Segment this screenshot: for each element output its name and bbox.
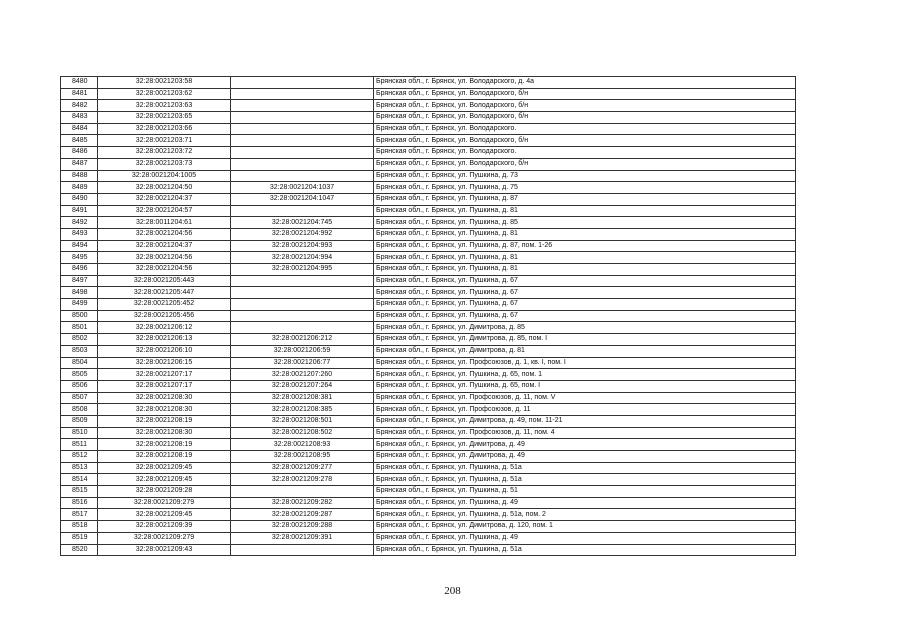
row-number-cell: 8480 [61,77,98,89]
address-cell: Брянская обл., г. Брянск, ул. Пушкина, д. 51 [374,486,796,498]
row-number-cell: 8498 [61,287,98,299]
row-number-cell: 8483 [61,112,98,124]
cadastral-number-cell: 32:28:0021205:447 [98,287,231,299]
building-number-cell [231,88,374,100]
table-row [61,474,796,486]
building-number-cell: 32:28:0021209:391 [231,532,374,544]
cadastral-number-cell: 32:28:0021204:37 [98,193,231,205]
table-row [61,100,796,112]
building-number-cell [231,275,374,287]
building-number-cell: 32:28:0021208:93 [231,439,374,451]
cadastral-number-cell: 32:28:0021205:443 [98,275,231,287]
row-number-cell: 8485 [61,135,98,147]
cadastral-number-cell: 32:28:0021208:30 [98,392,231,404]
cadastral-number-cell: 32:28:0021203:58 [98,77,231,89]
cadastral-number-cell: 32:28:0021204:50 [98,182,231,194]
address-cell: Брянская обл., г. Брянск, ул. Пушкина, д. 51а [374,462,796,474]
address-cell: Брянская обл., г. Брянск, ул. Димитрова, д. 85 [374,322,796,334]
table-row [61,264,796,276]
row-number-cell: 8484 [61,123,98,135]
address-cell: Брянская обл., г. Брянск, ул. Пушкина, д. 49 [374,532,796,544]
cadastral-number-cell: 32:28:0021208:30 [98,427,231,439]
row-number-cell: 8488 [61,170,98,182]
building-number-cell: 32:28:0021209:278 [231,474,374,486]
building-number-cell: 32:28:0021206:212 [231,334,374,346]
row-number-cell: 8506 [61,380,98,392]
table-row [61,404,796,416]
building-number-cell: 32:28:0021204:995 [231,264,374,276]
table-row [61,369,796,381]
table-row [61,123,796,135]
row-number-cell: 8508 [61,404,98,416]
cadastral-number-cell: 32:28:0021203:71 [98,135,231,147]
address-cell: Брянская обл., г. Брянск, ул. Димитрова, д. 120, пом. 1 [374,521,796,533]
page-number: 208 [444,585,461,597]
address-cell: Брянская обл., г. Брянск, ул. Володарского, б/н [374,112,796,124]
row-number-cell: 8502 [61,334,98,346]
registry-table-body [61,77,796,556]
address-cell: Брянская обл., г. Брянск, ул. Пушкина, д. 67 [374,287,796,299]
table-row [61,462,796,474]
table-row [61,158,796,170]
registry-table [60,76,796,556]
table-row [61,275,796,287]
cadastral-number-cell: 32:28:0021208:19 [98,415,231,427]
address-cell: Брянская обл., г. Брянск, ул. Димитрова, д. 81 [374,345,796,357]
table-row [61,182,796,194]
address-cell: Брянская обл., г. Брянск, ул. Профсоюзов, д. 11 [374,404,796,416]
table-row [61,427,796,439]
cadastral-number-cell: 32:28:0021209:279 [98,497,231,509]
building-number-cell: 32:28:0021206:59 [231,345,374,357]
building-number-cell: 32:28:0021204:1037 [231,182,374,194]
cadastral-number-cell: 32:28:0021204:56 [98,228,231,240]
address-cell: Брянская обл., г. Брянск, ул. Пушкина, д. 67 [374,310,796,322]
table-row [61,486,796,498]
table-row [61,509,796,521]
building-number-cell: 32:28:0021209:288 [231,521,374,533]
table-row [61,532,796,544]
building-number-cell [231,486,374,498]
table-row [61,88,796,100]
table-row [61,252,796,264]
row-number-cell: 8514 [61,474,98,486]
building-number-cell: 32:28:0021204:992 [231,228,374,240]
building-number-cell: 32:28:0021204:993 [231,240,374,252]
cadastral-number-cell: 32:28:0021209:28 [98,486,231,498]
cadastral-number-cell: 32:28:0021207:17 [98,369,231,381]
row-number-cell: 8519 [61,532,98,544]
building-number-cell [231,322,374,334]
building-number-cell: 32:28:0021209:287 [231,509,374,521]
building-number-cell [231,205,374,217]
table-row [61,357,796,369]
table-row [61,415,796,427]
row-number-cell: 8482 [61,100,98,112]
row-number-cell: 8511 [61,439,98,451]
row-number-cell: 8512 [61,451,98,463]
address-cell: Брянская обл., г. Брянск, ул. Димитрова, д. 49, пом. 11-21 [374,415,796,427]
cadastral-number-cell: 32:28:0021209:43 [98,544,231,556]
table-row [61,147,796,159]
row-number-cell: 8491 [61,205,98,217]
row-number-cell: 8517 [61,509,98,521]
row-number-cell: 8515 [61,486,98,498]
row-number-cell: 8500 [61,310,98,322]
address-cell: Брянская обл., г. Брянск, ул. Димитрова, д. 85, пом. I [374,334,796,346]
building-number-cell [231,299,374,311]
row-number-cell: 8513 [61,462,98,474]
cadastral-number-cell: 32:28:0021203:63 [98,100,231,112]
row-number-cell: 8510 [61,427,98,439]
cadastral-number-cell: 32:28:0021208:19 [98,439,231,451]
table-row [61,310,796,322]
address-cell: Брянская обл., г. Брянск, ул. Володарского, д. 4а [374,77,796,89]
address-cell: Брянская обл., г. Брянск, ул. Пушкина, д. 87, пом. 1-26 [374,240,796,252]
building-number-cell: 32:28:0021207:260 [231,369,374,381]
table-row [61,544,796,556]
address-cell: Брянская обл., г. Брянск, ул. Профсоюзов, д. 11, пом. V [374,392,796,404]
table-row [61,451,796,463]
building-number-cell: 32:28:0021208:502 [231,427,374,439]
table-row [61,135,796,147]
building-number-cell [231,287,374,299]
building-number-cell: 32:28:0021208:95 [231,451,374,463]
cadastral-number-cell: 32:28:0021206:15 [98,357,231,369]
cadastral-number-cell: 32:28:0021206:12 [98,322,231,334]
cadastral-number-cell: 32:28:0021206:10 [98,345,231,357]
table-row [61,392,796,404]
cadastral-number-cell: 32:28:0021209:45 [98,474,231,486]
building-number-cell [231,147,374,159]
address-cell: Брянская обл., г. Брянск, ул. Володарского. [374,147,796,159]
row-number-cell: 8520 [61,544,98,556]
table-row [61,240,796,252]
row-number-cell: 8499 [61,299,98,311]
building-number-cell: 32:28:0021209:282 [231,497,374,509]
building-number-cell [231,544,374,556]
cadastral-number-cell: 32:28:0021204:56 [98,252,231,264]
row-number-cell: 8489 [61,182,98,194]
cadastral-number-cell: 32:28:0021209:45 [98,509,231,521]
cadastral-number-cell: 32:28:0021205:452 [98,299,231,311]
row-number-cell: 8486 [61,147,98,159]
address-cell: Брянская обл., г. Брянск, ул. Пушкина, д. 73 [374,170,796,182]
row-number-cell: 8503 [61,345,98,357]
address-cell: Брянская обл., г. Брянск, ул. Пушкина, д. 75 [374,182,796,194]
cadastral-number-cell: 32:28:0021203:65 [98,112,231,124]
cadastral-number-cell: 32:28:0021204:37 [98,240,231,252]
table-row [61,439,796,451]
address-cell: Брянская обл., г. Брянск, ул. Димитрова, д. 49 [374,439,796,451]
row-number-cell: 8501 [61,322,98,334]
table-row [61,322,796,334]
building-number-cell: 32:28:0021206:77 [231,357,374,369]
row-number-cell: 8518 [61,521,98,533]
building-number-cell [231,310,374,322]
row-number-cell: 8481 [61,88,98,100]
address-cell: Брянская обл., г. Брянск, ул. Пушкина, д. 81 [374,228,796,240]
table-row [61,380,796,392]
building-number-cell: 32:28:0021204:745 [231,217,374,229]
address-cell: Брянская обл., г. Брянск, ул. Профсоюзов, д. 1, кв. I, пом. I [374,357,796,369]
address-cell: Брянская обл., г. Брянск, ул. Володарского, б/н [374,100,796,112]
row-number-cell: 8505 [61,369,98,381]
address-cell: Брянская обл., г. Брянск, ул. Димитрова, д. 49 [374,451,796,463]
building-number-cell [231,158,374,170]
cadastral-number-cell: 32:28:0021203:72 [98,147,231,159]
cadastral-number-cell: 32:28:0021209:39 [98,521,231,533]
address-cell: Брянская обл., г. Брянск, ул. Профсоюзов, д. 11, пом. 4 [374,427,796,439]
address-cell: Брянская обл., г. Брянск, ул. Пушкина, д. 81 [374,264,796,276]
table-row [61,334,796,346]
cadastral-number-cell: 32:28:0021209:279 [98,532,231,544]
building-number-cell: 32:28:0021204:1047 [231,193,374,205]
building-number-cell: 32:28:0021208:381 [231,392,374,404]
table-row [61,287,796,299]
building-number-cell [231,100,374,112]
address-cell: Брянская обл., г. Брянск, ул. Володарского, б/н [374,135,796,147]
row-number-cell: 8493 [61,228,98,240]
building-number-cell: 32:28:0021204:994 [231,252,374,264]
cadastral-number-cell: 32:28:0021208:30 [98,404,231,416]
building-number-cell [231,112,374,124]
address-cell: Брянская обл., г. Брянск, ул. Пушкина, д. 49 [374,497,796,509]
address-cell: Брянская обл., г. Брянск, ул. Пушкина, д. 67 [374,275,796,287]
building-number-cell: 32:28:0021209:277 [231,462,374,474]
cadastral-number-cell: 32:28:0021203:62 [98,88,231,100]
address-cell: Брянская обл., г. Брянск, ул. Пушкина, д. 51а, пом. 2 [374,509,796,521]
building-number-cell [231,170,374,182]
cadastral-number-cell: 32:28:0021204:57 [98,205,231,217]
address-cell: Брянская обл., г. Брянск, ул. Володарского. [374,123,796,135]
table-row [61,205,796,217]
row-number-cell: 8497 [61,275,98,287]
row-number-cell: 8516 [61,497,98,509]
row-number-cell: 8509 [61,415,98,427]
table-row [61,228,796,240]
table-row [61,299,796,311]
building-number-cell: 32:28:0021207:264 [231,380,374,392]
row-number-cell: 8496 [61,264,98,276]
address-cell: Брянская обл., г. Брянск, ул. Пушкина, д. 65, пом. 1 [374,369,796,381]
address-cell: Брянская обл., г. Брянск, ул. Пушкина, д. 65, пом. I [374,380,796,392]
table-row [61,112,796,124]
address-cell: Брянская обл., г. Брянск, ул. Пушкина, д. 51а [374,544,796,556]
table-row [61,345,796,357]
address-cell: Брянская обл., г. Брянск, ул. Пушкина, д. 81 [374,205,796,217]
table-row [61,497,796,509]
cadastral-number-cell: 32:28:0021204:56 [98,264,231,276]
building-number-cell [231,135,374,147]
building-number-cell [231,123,374,135]
address-cell: Брянская обл., г. Брянск, ул. Пушкина, д. 85 [374,217,796,229]
row-number-cell: 8490 [61,193,98,205]
row-number-cell: 8487 [61,158,98,170]
address-cell: Брянская обл., г. Брянск, ул. Пушкина, д. 87 [374,193,796,205]
row-number-cell: 8507 [61,392,98,404]
row-number-cell: 8504 [61,357,98,369]
table-row [61,170,796,182]
cadastral-number-cell: 32:28:0021206:13 [98,334,231,346]
address-cell: Брянская обл., г. Брянск, ул. Володарского, б/н [374,88,796,100]
cadastral-number-cell: 32:28:0021207:17 [98,380,231,392]
table-row [61,217,796,229]
cadastral-number-cell: 32:28:0021203:66 [98,123,231,135]
table-row [61,193,796,205]
table-row [61,521,796,533]
cadastral-number-cell: 32:28:0021204:1005 [98,170,231,182]
table-row [61,77,796,89]
cadastral-number-cell: 32:28:0021205:456 [98,310,231,322]
address-cell: Брянская обл., г. Брянск, ул. Володарского, б/н [374,158,796,170]
row-number-cell: 8492 [61,217,98,229]
cadastral-number-cell: 32:28:0021209:45 [98,462,231,474]
address-cell: Брянская обл., г. Брянск, ул. Пушкина, д. 67 [374,299,796,311]
building-number-cell: 32:28:0021208:385 [231,404,374,416]
address-cell: Брянская обл., г. Брянск, ул. Пушкина, д. 81 [374,252,796,264]
cadastral-number-cell: 32:28:0011204:61 [98,217,231,229]
row-number-cell: 8494 [61,240,98,252]
cadastral-number-cell: 32:28:0021208:19 [98,451,231,463]
building-number-cell [231,77,374,89]
cadastral-number-cell: 32:28:0021203:73 [98,158,231,170]
row-number-cell: 8495 [61,252,98,264]
address-cell: Брянская обл., г. Брянск, ул. Пушкина, д. 51а [374,474,796,486]
building-number-cell: 32:28:0021208:501 [231,415,374,427]
